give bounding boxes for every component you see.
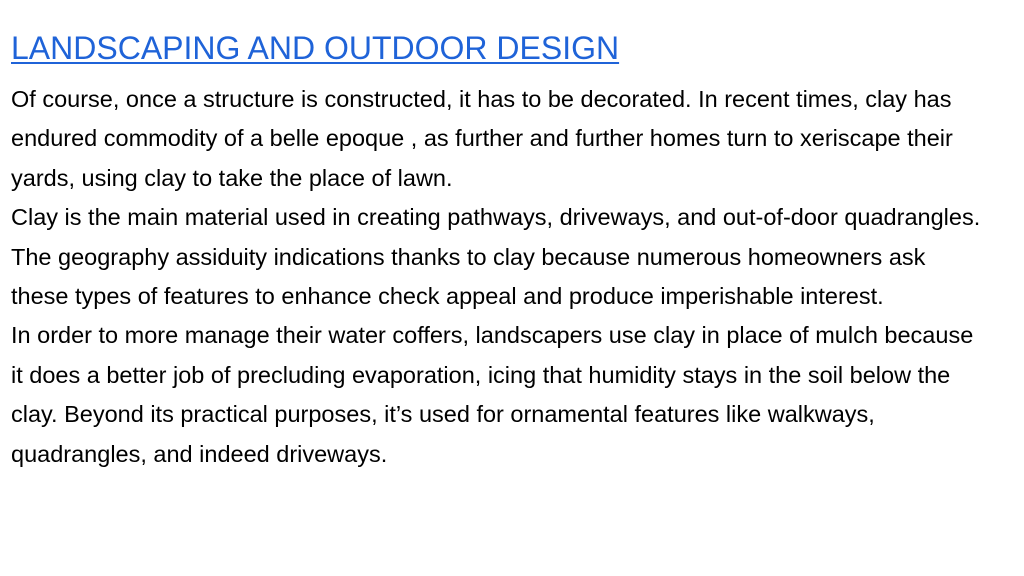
paragraph-3: In order to more manage their water coffers, landscapers use clay in place of mulch because it does a better job of precluding evaporation, icing that humidity stays in the soil below the clay. Beyond its practical purposes, it’s used for ornamental features like walkways, quadrangles, and indeed driveways. — [11, 322, 974, 467]
paragraph-1: Of course, once a structure is constructed, it has to be decorated. In recent times, clay has endured commodity of a belle epoque , as further and further homes turn to xeriscape their yards, using clay to take the place of lawn. — [11, 86, 953, 191]
title-link[interactable]: LANDSCAPING AND OUTDOOR DESIGN — [11, 30, 620, 66]
paragraph-2: Clay is the main material used in creating pathways, driveways, and out-of-door quadrangles. The geography assiduity indications thanks to clay because numerous homeowners ask these types of features to enhance check appeal and produce imperishable interest. — [11, 204, 981, 310]
body-text — [11, 80, 986, 474]
